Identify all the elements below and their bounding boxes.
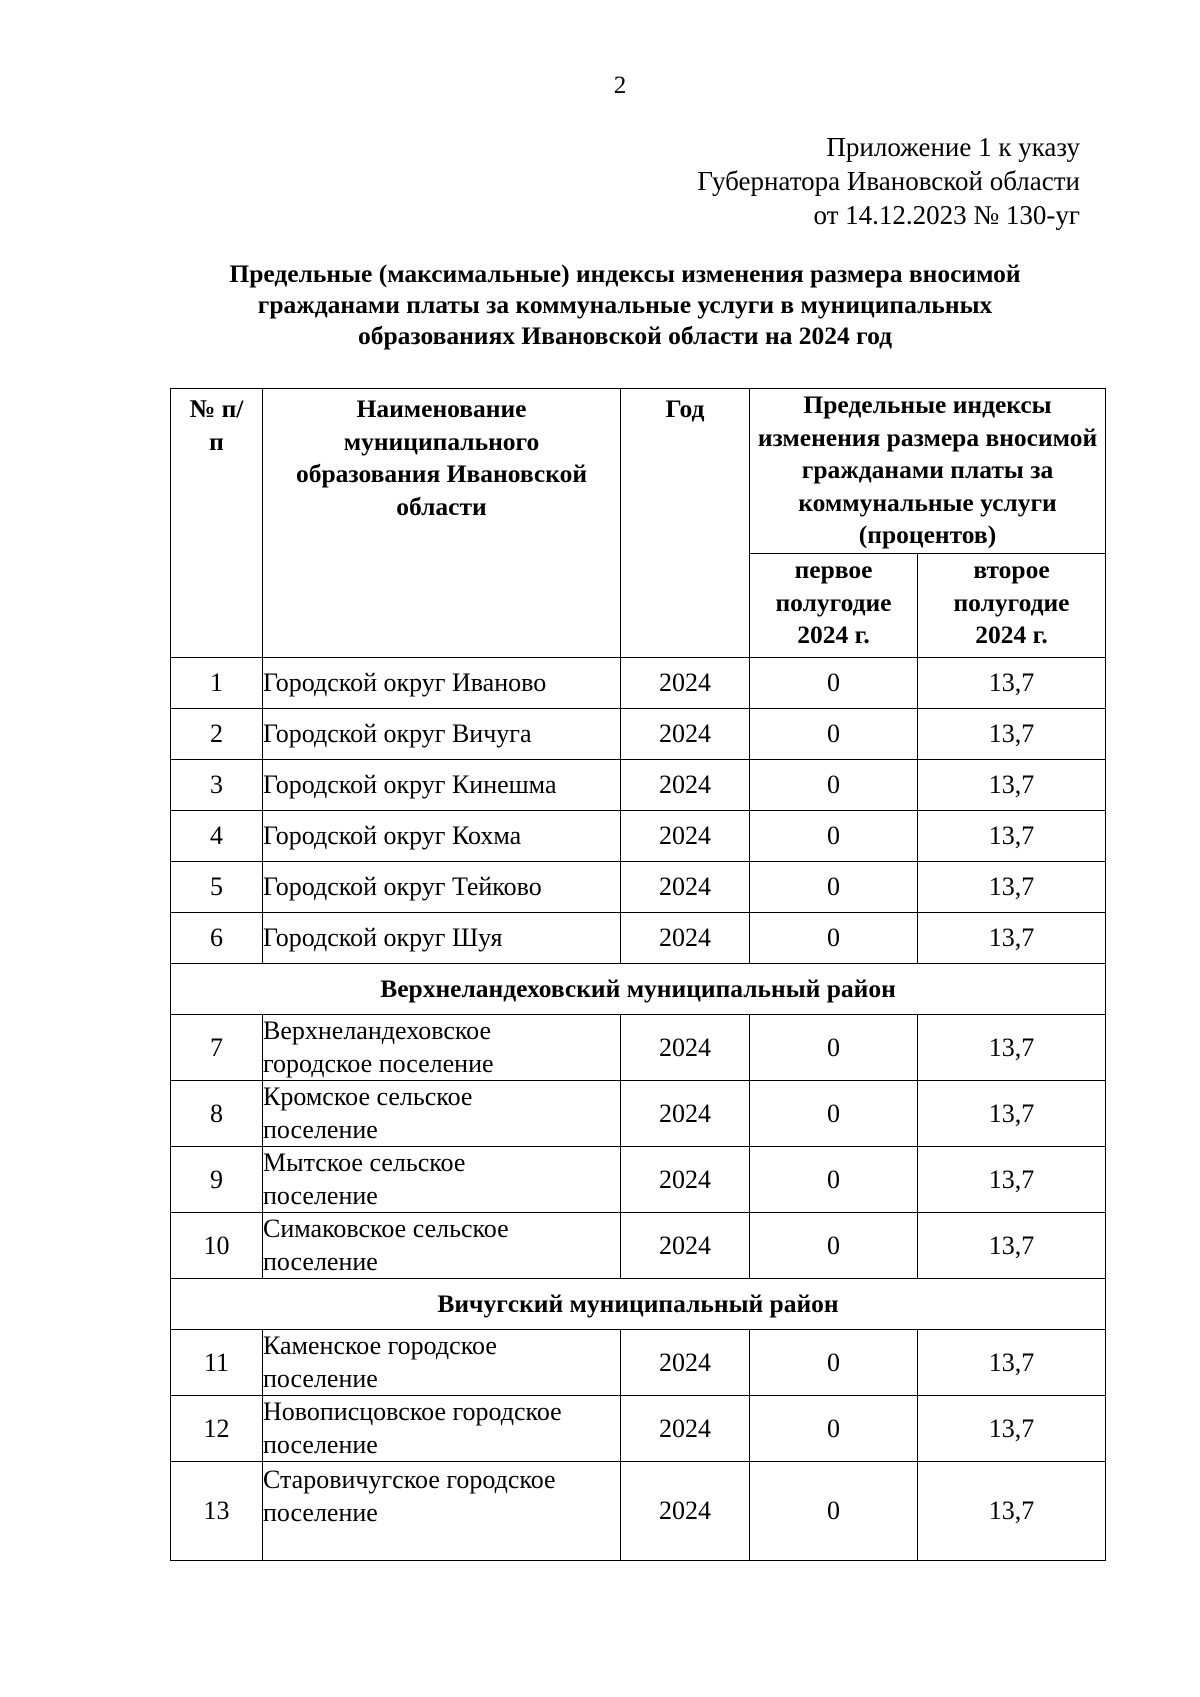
section-row bbox=[171, 1279, 1106, 1330]
row-year: 2024 bbox=[621, 1015, 750, 1081]
row-name-line: поселение bbox=[263, 1180, 378, 1210]
section-title: Верхнеландеховский муниципальный район bbox=[171, 964, 1106, 1015]
row-year: 2024 bbox=[621, 1147, 750, 1213]
row-year: 2024 bbox=[621, 1330, 750, 1396]
table-row bbox=[171, 913, 1106, 964]
row-year: 2024 bbox=[621, 1213, 750, 1279]
header-num: № п/п bbox=[171, 389, 263, 658]
row-second-half: 13,7 bbox=[918, 1147, 1106, 1213]
appendix-line: Губернатора Ивановской области bbox=[697, 166, 1080, 196]
row-name: Городской округ Шуя bbox=[263, 913, 621, 964]
title-line: образованиях Ивановской области на 2024 год bbox=[357, 321, 893, 350]
row-second-half: 13,7 bbox=[918, 1396, 1106, 1462]
row-num: 3 bbox=[171, 760, 263, 811]
row-name-line: Новописцовское городское bbox=[263, 1397, 562, 1426]
table-row bbox=[171, 709, 1106, 760]
table-row bbox=[171, 1462, 1106, 1561]
header-second-half: второе полугодие 2024 г. bbox=[918, 554, 1106, 658]
row-name-line: поселение bbox=[263, 1363, 378, 1393]
row-name bbox=[263, 1330, 621, 1396]
row-name-line: поселение bbox=[263, 1497, 378, 1527]
row-name: Городской округ Вичуга bbox=[263, 709, 621, 760]
row-name: Городской округ Иваново bbox=[263, 658, 621, 709]
row-num: 4 bbox=[171, 811, 263, 862]
row-year: 2024 bbox=[621, 1081, 750, 1147]
row-name-line: Верхнеландеховское bbox=[263, 1016, 492, 1045]
table-row bbox=[171, 760, 1106, 811]
row-num: 9 bbox=[171, 1147, 263, 1213]
row-year: 2024 bbox=[621, 1396, 750, 1462]
row-name bbox=[263, 1213, 621, 1279]
appendix-line: Приложение 1 к указу bbox=[826, 132, 1080, 162]
row-second-half: 13,7 bbox=[918, 658, 1106, 709]
row-first-half: 0 bbox=[750, 811, 918, 862]
header-indexes: Предельные индексы изменения размера вносимой гражданами платы за коммунальные услуги (процентов) bbox=[750, 389, 1106, 554]
header-year: Год bbox=[621, 389, 750, 658]
indexes-table bbox=[170, 388, 1106, 1561]
row-num: 13 bbox=[171, 1462, 263, 1561]
row-first-half: 0 bbox=[750, 862, 918, 913]
row-second-half: 13,7 bbox=[918, 1213, 1106, 1279]
row-num: 7 bbox=[171, 1015, 263, 1081]
table-row bbox=[171, 658, 1106, 709]
row-year: 2024 bbox=[621, 862, 750, 913]
table-row bbox=[171, 811, 1106, 862]
row-second-half: 13,7 bbox=[918, 913, 1106, 964]
row-first-half: 0 bbox=[750, 1147, 918, 1213]
row-num: 8 bbox=[171, 1081, 263, 1147]
table-row bbox=[171, 1147, 1106, 1213]
title-line: гражданами платы за коммунальные услуги в муниципальных bbox=[257, 290, 993, 319]
row-first-half: 0 bbox=[750, 913, 918, 964]
row-second-half: 13,7 bbox=[918, 811, 1106, 862]
row-second-half: 13,7 bbox=[918, 760, 1106, 811]
row-name-line: Мытское сельское bbox=[263, 1148, 466, 1177]
row-second-half: 13,7 bbox=[918, 1462, 1106, 1561]
table-row bbox=[171, 1213, 1106, 1279]
row-name-line: поселение bbox=[263, 1114, 378, 1144]
page-number: 2 bbox=[613, 72, 627, 99]
header-first-half: первое полугодие 2024 г. bbox=[750, 554, 918, 658]
section-title: Вичугский муниципальный район bbox=[171, 1279, 1106, 1330]
row-name-line: Симаковское сельское bbox=[263, 1214, 509, 1243]
row-name bbox=[263, 1081, 621, 1147]
row-first-half: 0 bbox=[750, 1462, 918, 1561]
row-year: 2024 bbox=[621, 760, 750, 811]
row-first-half: 0 bbox=[750, 1330, 918, 1396]
row-second-half: 13,7 bbox=[918, 1330, 1106, 1396]
appendix-block bbox=[697, 130, 1080, 232]
row-second-half: 13,7 bbox=[918, 1081, 1106, 1147]
row-num: 5 bbox=[171, 862, 263, 913]
row-year: 2024 bbox=[621, 811, 750, 862]
table-row bbox=[171, 862, 1106, 913]
section-row bbox=[171, 964, 1106, 1015]
row-name: Городской округ Тейково bbox=[263, 862, 621, 913]
row-name: Городской округ Кинешма bbox=[263, 760, 621, 811]
row-year: 2024 bbox=[621, 709, 750, 760]
row-name-line: Старовичугское городское bbox=[263, 1465, 556, 1494]
row-second-half: 13,7 bbox=[918, 862, 1106, 913]
row-name bbox=[263, 1396, 621, 1462]
row-num: 2 bbox=[171, 709, 263, 760]
row-first-half: 0 bbox=[750, 1396, 918, 1462]
row-name bbox=[263, 1015, 621, 1081]
row-name-line: Каменское городское bbox=[263, 1331, 497, 1360]
row-name bbox=[263, 1462, 621, 1561]
table-row bbox=[171, 1330, 1106, 1396]
row-name: Городской округ Кохма bbox=[263, 811, 621, 862]
table-row bbox=[171, 1396, 1106, 1462]
header-name: Наименование муниципального образования Ивановской области bbox=[263, 389, 621, 658]
row-year: 2024 bbox=[621, 913, 750, 964]
table-row bbox=[171, 1015, 1106, 1081]
row-num: 11 bbox=[171, 1330, 263, 1396]
document-title bbox=[130, 258, 1120, 351]
row-name-line: городское поселение bbox=[263, 1048, 494, 1078]
row-first-half: 0 bbox=[750, 760, 918, 811]
row-first-half: 0 bbox=[750, 1213, 918, 1279]
table-row bbox=[171, 1081, 1106, 1147]
row-year: 2024 bbox=[621, 658, 750, 709]
row-second-half: 13,7 bbox=[918, 1015, 1106, 1081]
row-first-half: 0 bbox=[750, 658, 918, 709]
row-num: 12 bbox=[171, 1396, 263, 1462]
row-first-half: 0 bbox=[750, 1015, 918, 1081]
row-name bbox=[263, 1147, 621, 1213]
row-name-line: Кромское сельское bbox=[263, 1082, 473, 1111]
row-name-line: поселение bbox=[263, 1429, 378, 1459]
row-num: 1 bbox=[171, 658, 263, 709]
row-first-half: 0 bbox=[750, 1081, 918, 1147]
title-line: Предельные (максимальные) индексы изменения размера вносимой bbox=[229, 259, 1021, 288]
row-year: 2024 bbox=[621, 1462, 750, 1561]
row-num: 6 bbox=[171, 913, 263, 964]
row-first-half: 0 bbox=[750, 709, 918, 760]
appendix-line: от 14.12.2023 № 130-уг bbox=[813, 200, 1080, 230]
row-num: 10 bbox=[171, 1213, 263, 1279]
row-name-line: поселение bbox=[263, 1246, 378, 1276]
row-second-half: 13,7 bbox=[918, 709, 1106, 760]
